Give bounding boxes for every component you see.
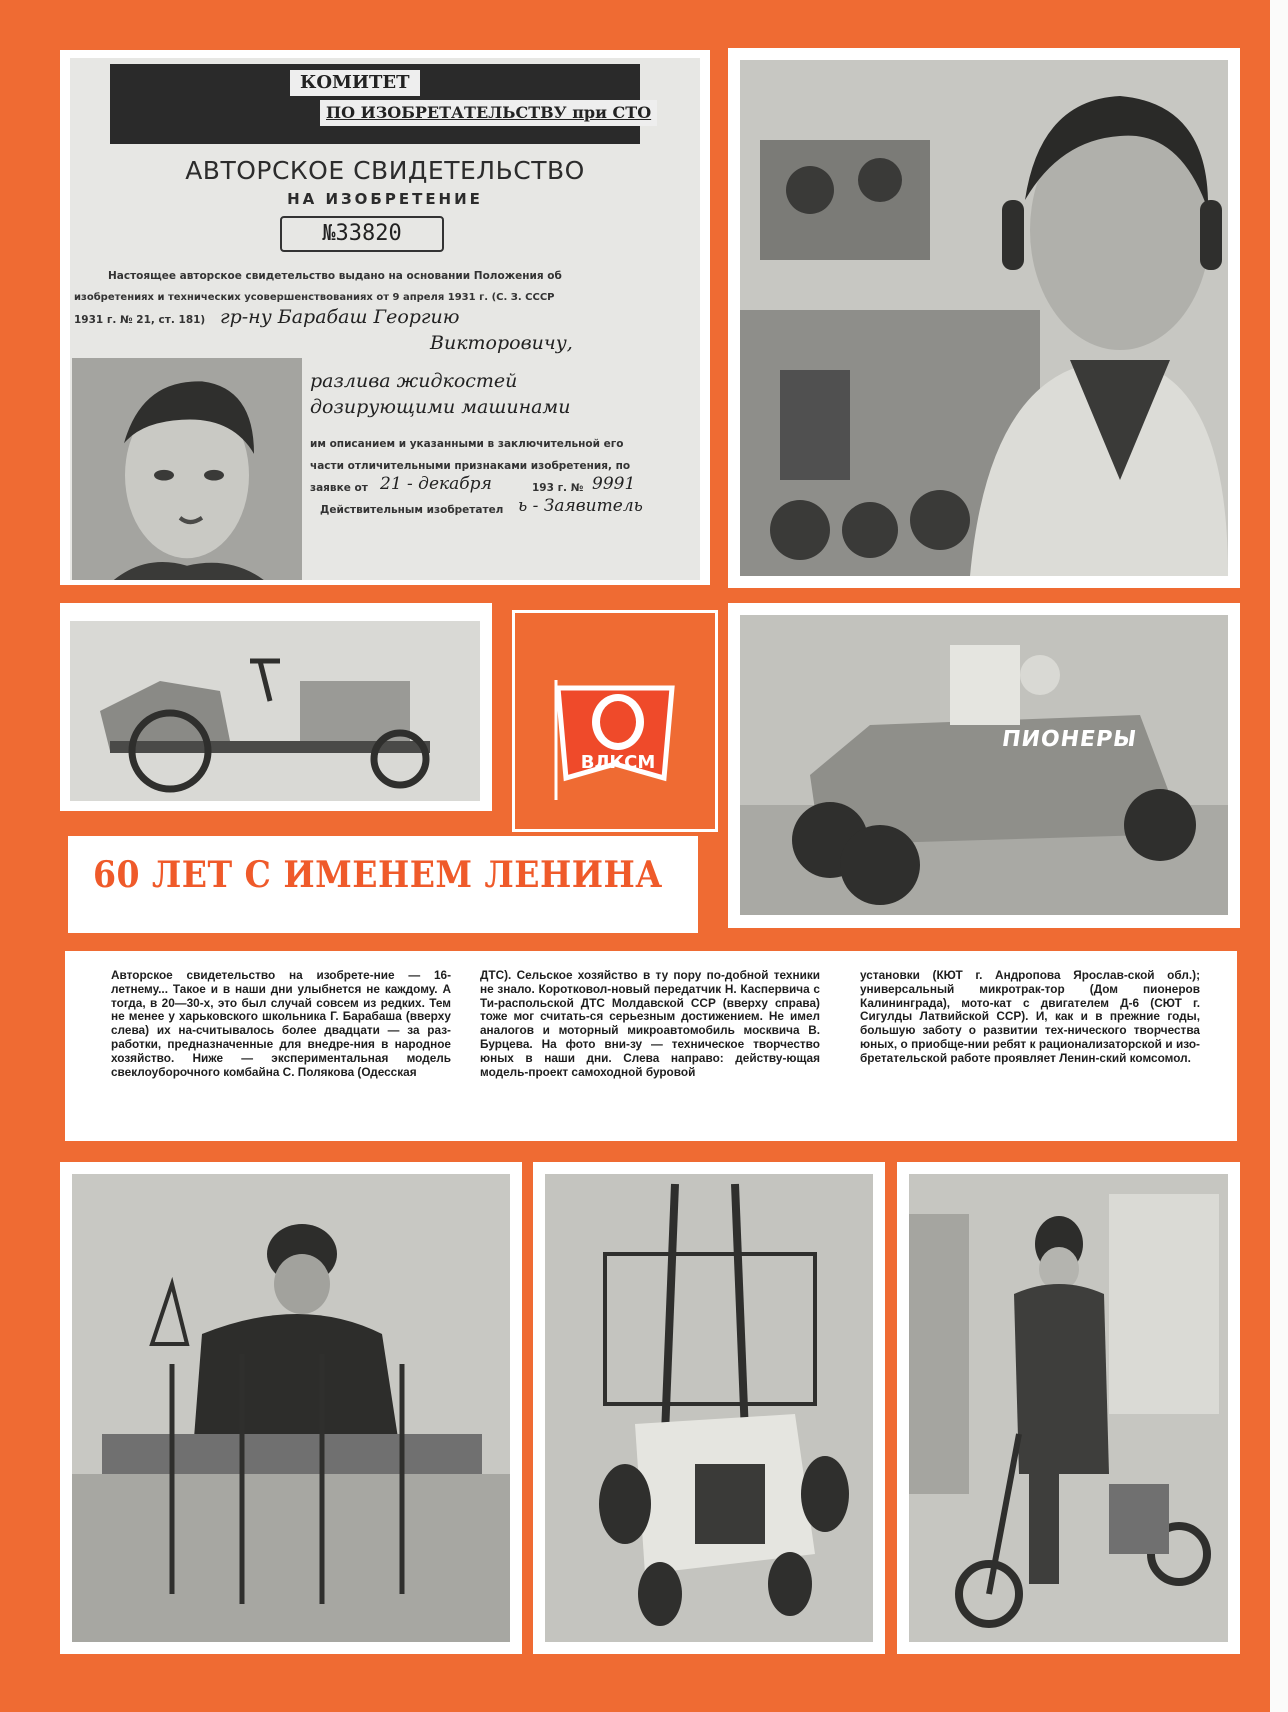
radio-photo-panel [728, 48, 1240, 588]
motoscooter-photo-panel [897, 1162, 1240, 1654]
certificate-number: №33820 [280, 216, 444, 252]
harvester-model-photo [70, 621, 480, 801]
certificate-line1: Настоящее авторское свидетельство выдано на основании Положения об [108, 270, 562, 282]
certificate-handwritten-place: ь - Заявитель [518, 496, 643, 516]
certificate-line6b: 193 г. № [532, 482, 584, 494]
certificate-handwritten-name2: Викторовичу, [430, 332, 573, 354]
certificate-handwritten-date: 21 - декабря [380, 474, 492, 494]
page-edge [1270, 0, 1288, 1712]
microcar-photo-panel [728, 603, 1240, 928]
komsomol-badge [540, 660, 690, 810]
microtractor-photo [545, 1174, 873, 1642]
microcar-photo [740, 615, 1228, 915]
headline-text: 60 ЛЕТ С ИМЕНЕМ ЛЕНИНА [93, 854, 663, 896]
certificate-handwritten-subject1: разлива жидкостей [310, 370, 518, 392]
harvester-photo-panel [60, 603, 492, 811]
certificate-handwritten-subject2: дозирующими машинами [310, 396, 571, 418]
certificate-document [70, 58, 700, 580]
certificate-line3: 1931 г. № 21, ст. 181) [74, 314, 206, 326]
certificate-handwritten-reg: 9991 [592, 474, 636, 494]
microtractor-photo-panel [533, 1162, 885, 1654]
article-column-3: установки (КЮТ г. Андропова Ярослав-ской обл.); универсальный микротрак-тор (Дом пионеров Калининграда), мото-кат с двигателем Д-6 (СЮТ г. Сигулды Латвийской ССР). И, как и в прежние годы, большую заботу о развитии тех-нического творчества юных, о приобще-нии ребят к рационализаторской и изо-бретательской работе проявляет Ленин-ский комсомол. [860, 968, 1200, 1065]
certificate-line5: части отличительными признаками изобретения, по [310, 460, 631, 472]
certificate-handwritten-name1: гр-ну Барабаш Георгию [220, 306, 460, 328]
certificate-committee-line2: ПО ИЗОБРЕТАТЕЛЬСТВУ при СТО [320, 100, 657, 126]
certificate-line6a: заявке от [310, 482, 368, 494]
portrait-photo [72, 358, 302, 580]
badge-text: ВЛКСМ [580, 752, 656, 773]
radio-operator-photo [740, 60, 1228, 576]
drilling-rig-photo-panel [60, 1162, 522, 1654]
certificate-title: АВТОРСКОЕ СВИДЕТЕЛЬСТВО [185, 156, 585, 185]
certificate-line4: им описанием и указанными в заключительной его [310, 438, 624, 450]
car-label: ПИОНЕРЫ [1000, 727, 1139, 752]
certificate-line2: изобретениях и технических усовершенствованиях от 9 апреля 1931 г. (С. З. СССР [74, 292, 555, 303]
article-column-2: ДТС). Сельское хозяйство в ту пору по-добной техники не знало. Коротковол-новый передатчик Н. Каспервича с Ти-распольской ДТС Молдавской ССР (вверху справа) тоже мог считать-ся серьезным достижением. Не имел аналогов и моторный микроавтомобиль москвича В. Бурцева. На фото вни-зу — техническое творчество юных в наши дни. Слева направо: действу-ющая модель-проект самоходной буровой [480, 968, 820, 1079]
motoscooter-photo [909, 1174, 1228, 1642]
certificate-line7: Действительным изобретател [320, 504, 504, 516]
drilling-rig-model-photo [72, 1174, 510, 1642]
article-box [62, 948, 1240, 1144]
certificate-subtitle: НА ИЗОБРЕТЕНИЕ [287, 190, 483, 208]
article-column-1: Авторское свидетельство на изобрете-ние — 16-летнему... Такое и в наши дни улыбнется не каждому. А тогда, в 20—30-х, это был случай совсем из редких. Тем не менее у харьковского школьника Г. Барабаша (вверху слева) их на-считывалось более двадцати — за раз-работки, предназначенные для внедре-ния в народное хозяйство. Ниже — экспериментальная модель свеклоуборочного комбайна С. Полякова (Одесская [111, 968, 451, 1079]
headline-frame [65, 833, 701, 936]
certificate-committee-line1: КОМИТЕТ [290, 70, 420, 96]
certificate-panel [60, 50, 710, 585]
